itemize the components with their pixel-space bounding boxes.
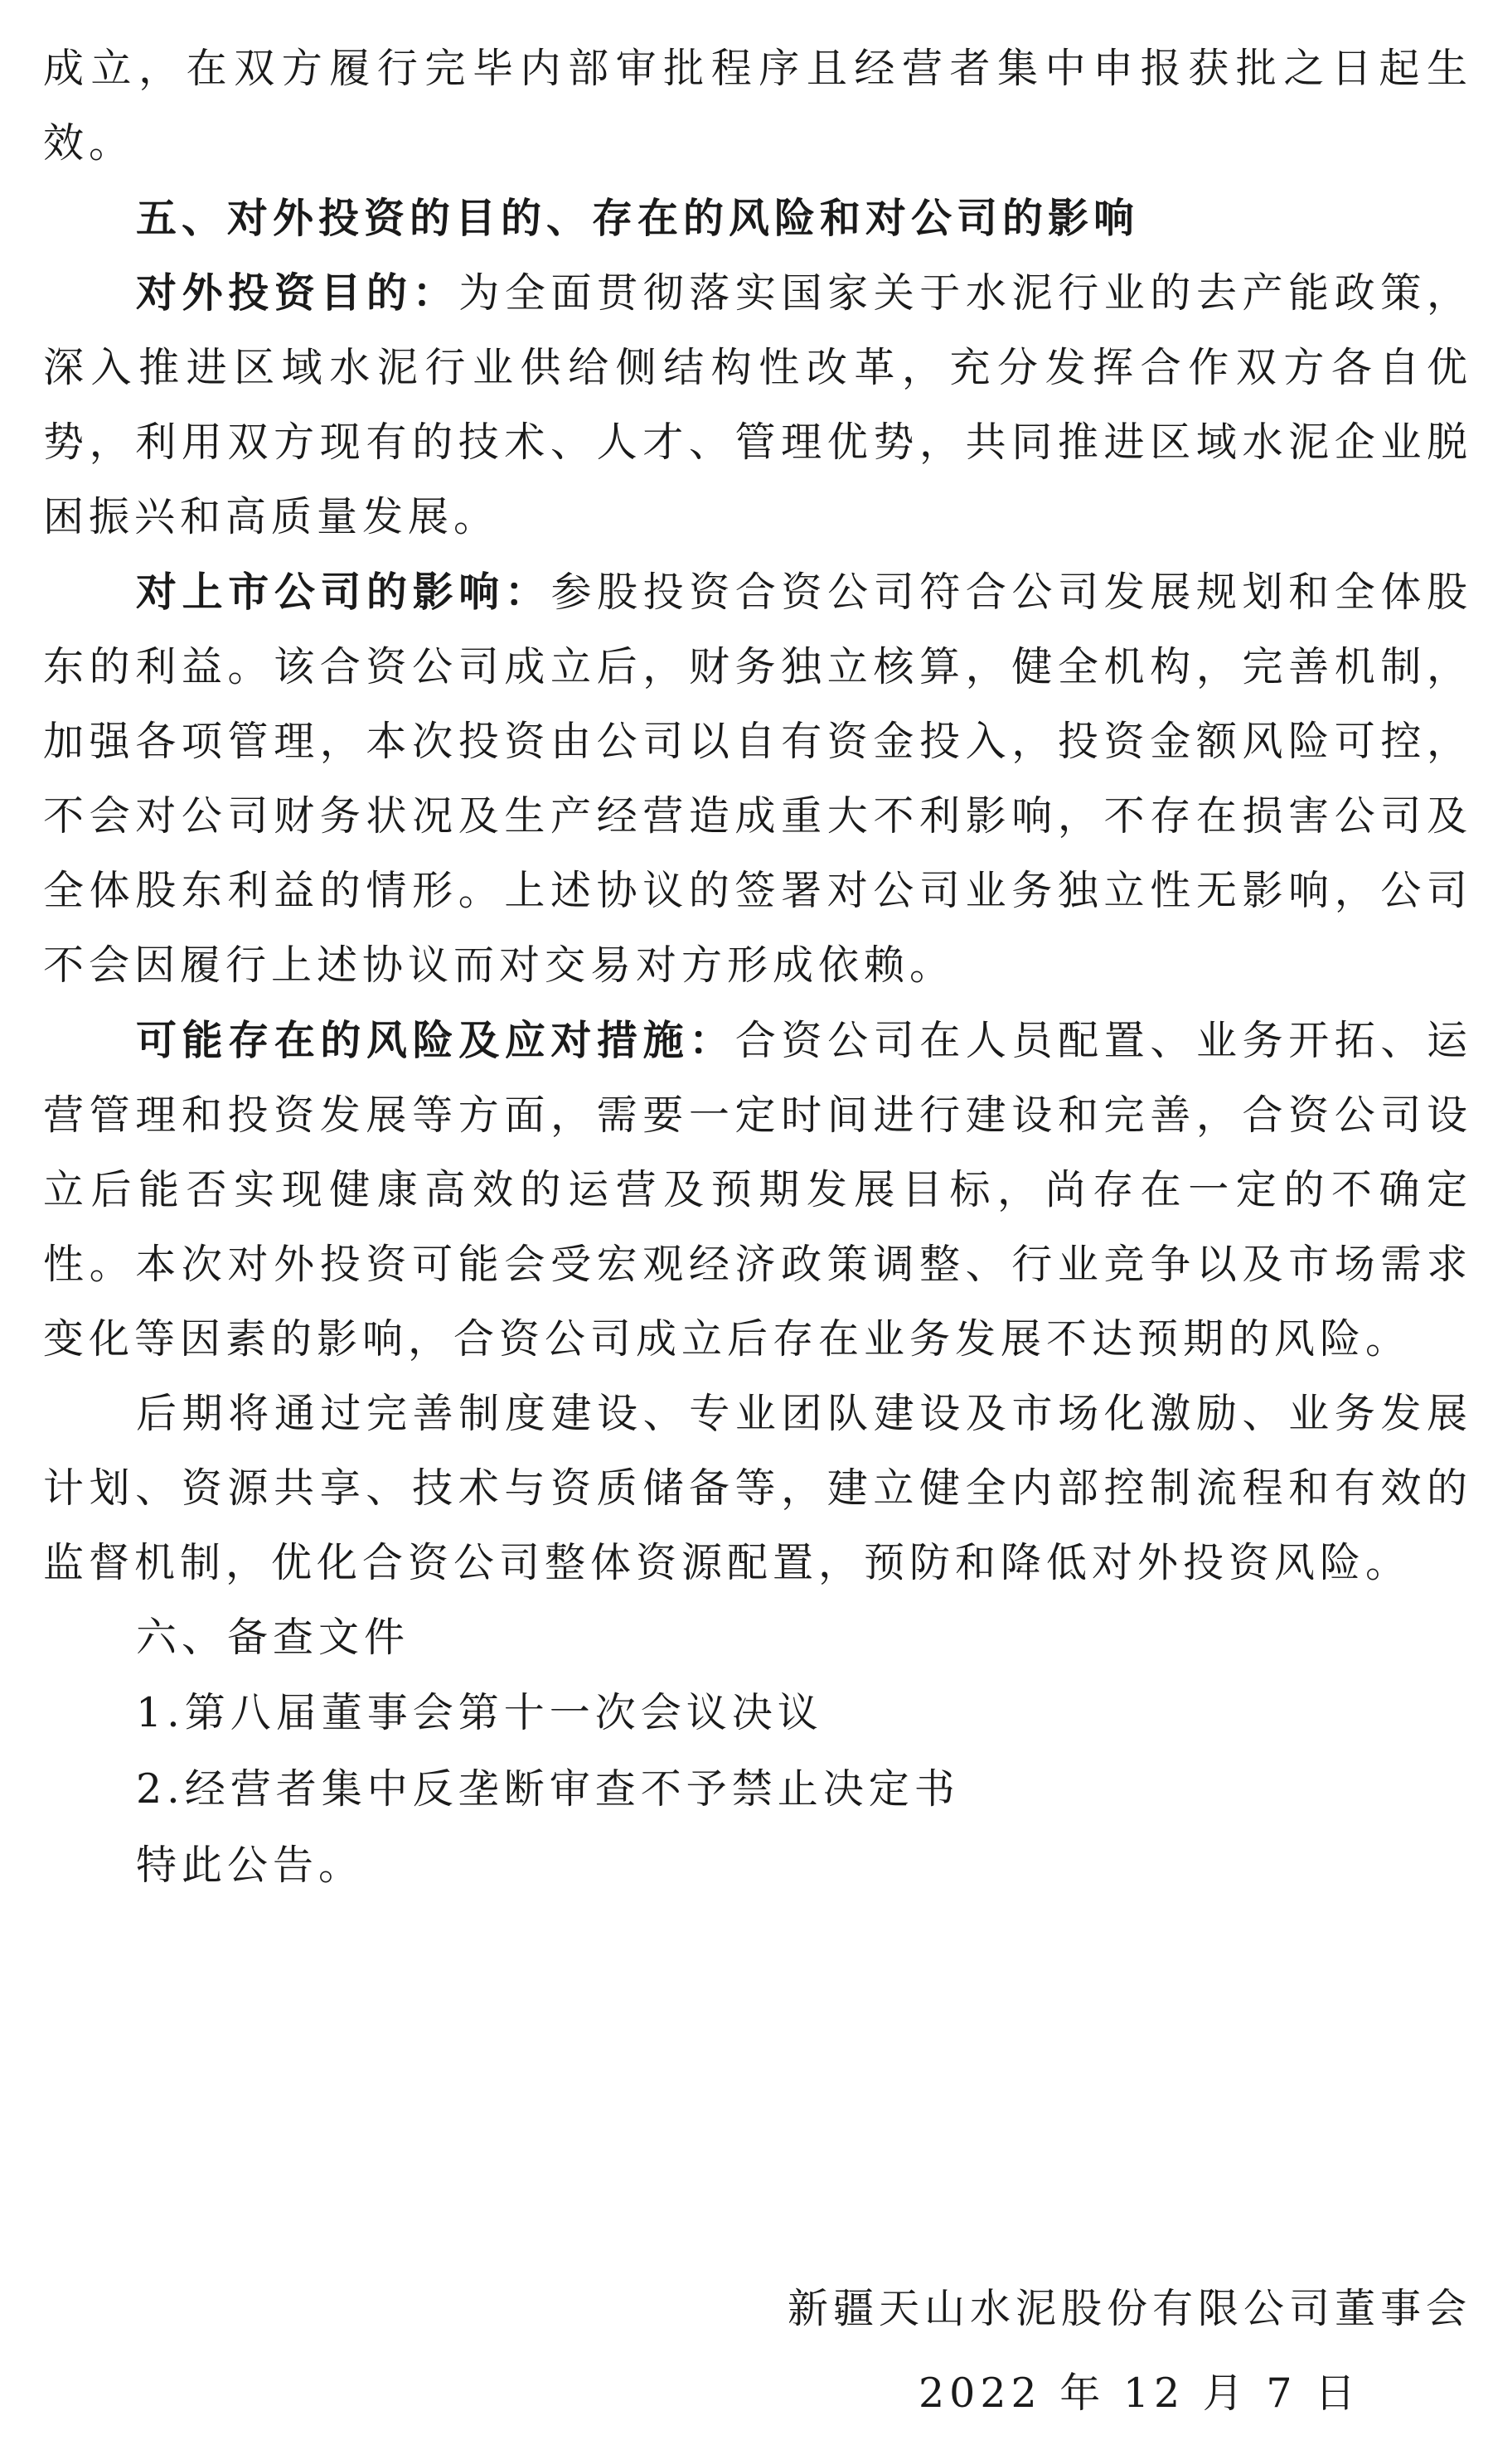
paragraph-label: 对上市公司的影响： [136,568,551,616]
paragraph-continuation: 成立，在双方履行完毕内部审批程序且经营者集中申报获批之日起生效。 [43,45,1472,167]
list-item: 1.第八届董事会第十一次会议决议 [136,1689,823,1736]
closing-text: 特此公告。 [136,1842,365,1889]
paragraph-label: 对外投资目的： [136,269,459,317]
document-body [43,31,1472,1904]
paragraph-impact [43,554,1472,1003]
paragraph-investment-purpose [43,255,1472,554]
section-heading-5: 五、对外投资的目的、存在的风险和对公司的影响 [136,194,1140,242]
signature-date: 2022 年 12 月 7 日 [919,2370,1361,2417]
signature-company: 新疆天山水泥股份有限公司董事会 [787,2285,1471,2332]
list-item: 2.经营者集中反垄断审查不予禁止决定书 [136,1765,960,1813]
paragraph-risks [43,1003,1472,1377]
paragraph-label: 可能存在的风险及应对措施： [136,1016,735,1064]
paragraph-text: 合资公司在人员配置、业务开拓、运营管理和投资发展等方面，需要一定时间进行建设和完善，合资公司设立后能否实现健康高效的运营及预期发展目标，尚存在一定的不确定性。本次对外投资可能会受宏观经济政策调整、行业竞争以及市场需求变化等因素的影响，合资公司成立后存在业务发展不达预期的风险。 [43,1017,1472,1363]
paragraph-text: 参股投资合资公司符合公司发展规划和全体股东的利益。该合资公司成立后，财务独立核算，健全机构，完善机制，加强各项管理，本次投资由公司以自有资金投入，投资金额风险可控，不会对公司财务状况及生产经营造成重大不利影响，不存在损害公司及全体股东利益的情形。上述协议的签署对公司业务独立性无影响，公司不会因履行上述协议而对交易对方形成依赖。 [43,569,1472,989]
section-heading-6: 六、备查文件 [136,1614,410,1661]
paragraph-text: 为全面贯彻落实国家关于水泥行业的去产能政策，深入推进区域水泥行业供给侧结构性改革，充分发挥合作双方各自优势，利用双方现有的技术、人才、管理优势，共同推进区域水泥企业脱困振兴和高质量发展。 [43,269,1472,540]
paragraph-measures: 后期将通过完善制度建设、专业团队建设及市场化激励、业务发展计划、资源共享、技术与资质储备等，建立健全内部控制流程和有效的监督机制，优化合资公司整体资源配置，预防和降低对外投资风险。 [43,1390,1472,1586]
